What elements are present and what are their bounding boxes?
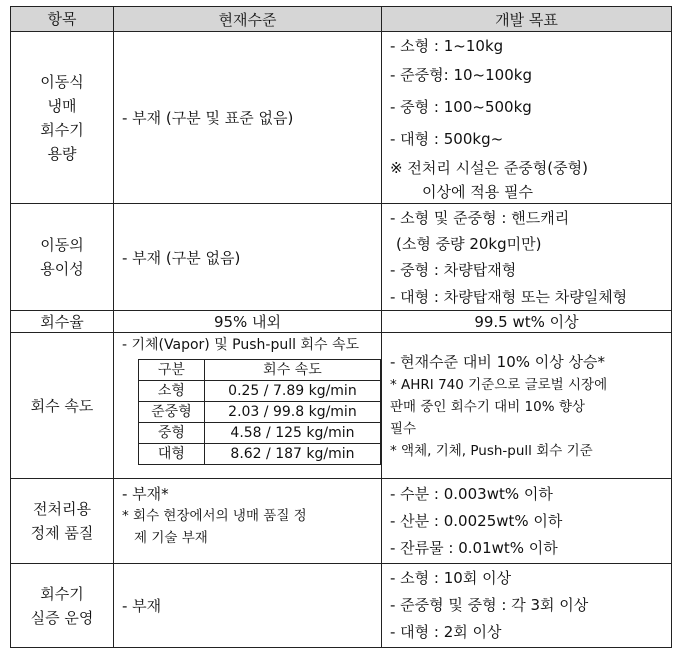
current-text: - 부재*	[122, 485, 169, 503]
speed-value: 2.03 / 99.8 kg/min	[204, 402, 380, 423]
item-text: 이동의	[40, 236, 84, 254]
item-text: 회수기	[40, 120, 84, 139]
table-row	[11, 311, 672, 333]
note-text: 이상에 적용 필수	[422, 183, 533, 201]
spec-table	[10, 6, 672, 648]
current-text: - 부재 (구분 및 표준 없음)	[122, 109, 294, 127]
header-goal: 개발 목표	[382, 7, 672, 32]
current-cell	[114, 564, 382, 648]
goal-text: - 대형 : 2회 이상	[390, 623, 502, 641]
header-item: 항목	[11, 7, 114, 32]
goal-text: - 중형 : 100~500kg	[390, 98, 532, 116]
table-row	[11, 333, 672, 479]
speed-class: 중형	[139, 423, 205, 444]
current-cell	[114, 333, 382, 479]
speed-class: 소형	[139, 381, 205, 402]
item-text: 회수율	[40, 312, 84, 331]
note-text: * 액체, 기체, Push-pull 회수 기준	[390, 442, 593, 459]
note-text: * 회수 현장에서의 냉매 품질 정	[122, 508, 307, 524]
goal-text: - 수분 : 0.003wt% 이하	[390, 484, 553, 503]
note-text: ※ 전처리 시설은 준중형(중형)	[390, 159, 588, 177]
row-item-cell	[11, 564, 114, 648]
row-item-cell	[11, 311, 114, 333]
table-row	[11, 564, 672, 648]
goal-text: - 현재수준 대비 10% 이상 상승*	[390, 352, 605, 371]
speed-row	[139, 381, 381, 402]
speed-header-class: 구분	[139, 360, 205, 381]
note-text: 제 기술 부재	[134, 530, 208, 546]
goal-text: - 산분 : 0.0025wt% 이하	[390, 511, 563, 530]
current-text: 95% 내외	[213, 313, 282, 331]
note-text: 판매 중인 회수기 대비 10% 향상	[390, 398, 585, 415]
goal-cell	[382, 333, 672, 479]
table-row	[11, 32, 672, 204]
item-text: 회수 속도	[30, 396, 94, 415]
speed-row	[139, 423, 381, 444]
goal-text: - 소형 : 10회 이상	[390, 569, 512, 587]
speed-header-row	[139, 360, 381, 381]
row-item-cell	[11, 479, 114, 564]
item-text: 용이성	[40, 260, 84, 278]
goal-cell	[382, 32, 672, 204]
goal-text: 99.5 wt% 이상	[474, 313, 579, 331]
speed-row	[139, 444, 381, 465]
goal-text: - 잔류물 : 0.01wt% 이하	[390, 538, 558, 557]
goal-text: - 대형 : 차량탑재형 또는 차량일체형	[390, 287, 628, 306]
speed-row	[139, 402, 381, 423]
goal-text: - 준중형: 10~100kg	[390, 66, 532, 84]
item-text: 회수기	[40, 584, 84, 603]
item-text: 용량	[47, 144, 77, 163]
goal-cell	[382, 564, 672, 648]
goal-text: - 중형 : 차량탑재형	[390, 260, 517, 279]
current-cell	[114, 311, 382, 333]
goal-text: - 소형 및 준중형 : 핸드캐리	[390, 208, 570, 227]
note-text: 필수	[390, 420, 417, 437]
header-current: 현재수준	[114, 7, 382, 32]
goal-text: - 준중형 및 중형 : 각 3회 이상	[390, 596, 589, 614]
speed-value: 4.58 / 125 kg/min	[204, 423, 380, 444]
speed-class: 대형	[139, 444, 205, 465]
speed-header-rate: 회수 속도	[204, 360, 380, 381]
current-title: - 기체(Vapor) 및 Push-pull 회수 속도	[122, 337, 359, 353]
row-item-cell	[11, 32, 114, 204]
table-row	[11, 204, 672, 311]
row-item-cell	[11, 333, 114, 479]
speed-class: 준중형	[139, 402, 205, 423]
table-row	[11, 479, 672, 564]
note-text: * AHRI 740 기준으로 글로벌 시장에	[390, 376, 608, 393]
item-text: 냉매	[47, 96, 77, 115]
current-cell	[114, 204, 382, 311]
goal-text: - 소형 : 1~10kg	[390, 37, 504, 55]
item-text: 실증 운영	[30, 608, 94, 627]
goal-text: (소형 중량 20kg미만)	[396, 234, 542, 253]
current-cell	[114, 32, 382, 204]
item-text: 이동식	[40, 72, 84, 91]
item-text: 정제 품질	[30, 524, 94, 542]
current-text: - 부재 (구분 없음)	[122, 248, 241, 267]
speed-value: 0.25 / 7.89 kg/min	[204, 381, 380, 402]
goal-cell	[382, 204, 672, 311]
goal-cell	[382, 479, 672, 564]
speed-value: 8.62 / 187 kg/min	[204, 444, 380, 465]
current-text: - 부재	[122, 597, 162, 615]
header-row	[11, 7, 672, 32]
speed-table	[138, 359, 381, 465]
row-item-cell	[11, 204, 114, 311]
goal-cell	[382, 311, 672, 333]
goal-text: - 대형 : 500kg~	[390, 130, 504, 148]
item-text: 전처리용	[33, 500, 91, 518]
current-cell	[114, 479, 382, 564]
